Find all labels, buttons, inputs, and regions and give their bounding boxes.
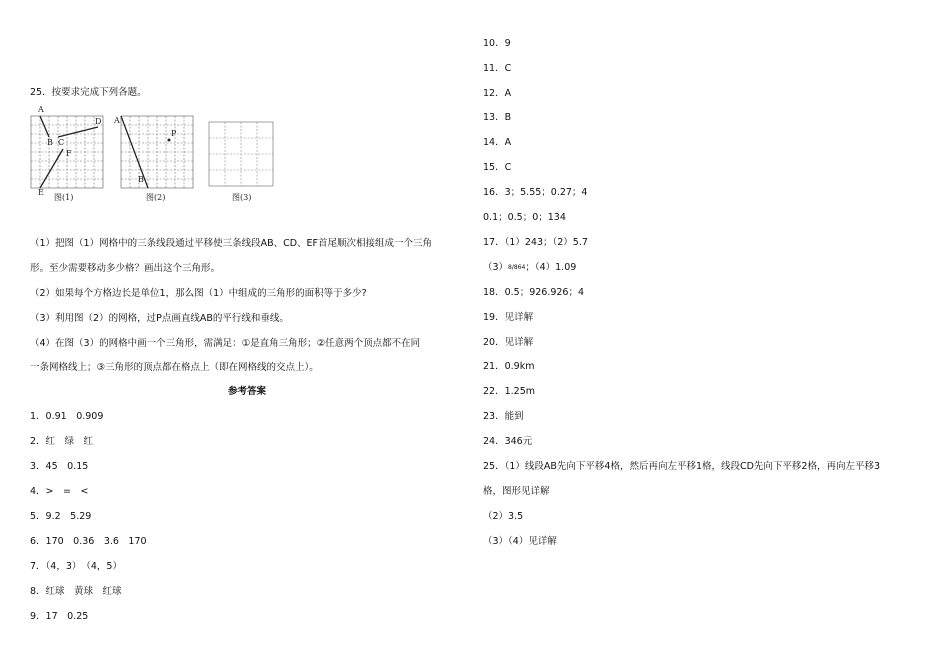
answer-24: 24．346元 — [483, 436, 533, 447]
question-part-4-line-2: 一条网格线上；③三角形的顶点都在格点上（即在网格线的交点上）。 — [30, 362, 319, 373]
caption-figure-3: 图(3) — [232, 193, 252, 202]
grid-figure-3 — [206, 116, 276, 192]
question-part-1-line-2: 形。至少需要移动多少格？画出这个三角形。 — [30, 263, 221, 274]
answer-23: 23．能到 — [483, 411, 524, 422]
question-part-4-line-1: （4）在图（3）的网格中画一个三角形，需满足：①是直角三角形；②任意两个顶点都不在同 — [30, 338, 421, 349]
answer-25-line-2: 格，图形见详解 — [483, 486, 550, 497]
answer-10: 10．9 — [483, 38, 511, 49]
answer-25-part-3-4: （3）（4）见详解 — [483, 536, 557, 547]
label-b-1: B — [47, 138, 53, 147]
answer-12: 12．A — [483, 88, 512, 99]
answer-17-fraction: 8/864 — [508, 264, 526, 271]
label-b-2: B — [138, 175, 144, 184]
answer-7: 7．（4，3） （4，5） — [30, 561, 122, 572]
label-e-1: E — [38, 188, 44, 197]
grid-lines-3 — [209, 122, 273, 186]
answer-19: 19．见详解 — [483, 312, 534, 323]
answer-20: 20．见详解 — [483, 337, 534, 348]
label-f-1: F — [66, 149, 72, 158]
answer-17-line-1: 17．（1）243；（2）5.7 — [483, 237, 588, 248]
answer-22: 22．1.25m — [483, 386, 535, 397]
question-part-3: （3）利用图（2）的网格，过P点画直线AB的平行线和垂线。 — [30, 313, 289, 324]
answer-14: 14．A — [483, 137, 512, 148]
grid-lines-2 — [121, 116, 193, 188]
answer-17-line-2-suffix: ；（4）1.09 — [525, 262, 577, 273]
label-p-2: P — [171, 129, 177, 138]
answer-15: 15．C — [483, 162, 512, 173]
answer-17-line-2-prefix: （3） — [483, 262, 509, 273]
answer-11: 11．C — [483, 63, 512, 74]
segment-ab — [40, 116, 49, 137]
caption-figure-2: 图(2) — [146, 193, 166, 202]
answer-17-line-2 — [483, 261, 576, 274]
answer-16-line-1: 16．3；5.55；0.27；4 — [483, 187, 588, 198]
question-part-2: （2）如果每个方格边长是单位1，那么图（1）中组成的三角形的面积等于多少? — [30, 288, 367, 299]
answer-16-line-2: 0.1；0.5；0；134 — [483, 212, 566, 223]
label-a-1: A — [38, 105, 44, 114]
segment-ef — [40, 149, 63, 188]
answer-8: 8．红球 黄球 红球 — [30, 586, 122, 597]
question-25-title: 25．按要求完成下列各题。 — [30, 87, 147, 98]
answer-13: 13．B — [483, 112, 512, 123]
question-part-1-line-1: （1）把图（1）网格中的三条线段通过平移使三条线段AB、CD、EF首尾顺次相接组成一个三角 — [30, 238, 433, 249]
label-d-1: D — [95, 117, 102, 126]
segment-cd — [58, 127, 98, 137]
label-a-2: A — [114, 116, 120, 125]
answer-1: 1．0.91 0.909 — [30, 411, 104, 422]
answers-heading: 参考答案 — [228, 386, 267, 397]
answer-4: 4．> = < — [30, 486, 89, 497]
caption-figure-1: 图(1) — [54, 193, 74, 202]
answer-18: 18．0.5；926.926；4 — [483, 287, 585, 298]
answer-5: 5．9.2 5.29 — [30, 511, 92, 522]
answer-21: 21．0.9km — [483, 361, 535, 372]
answer-9: 9．17 0.25 — [30, 611, 89, 622]
answer-2: 2．红 绿 红 — [30, 436, 94, 447]
point-p — [168, 139, 171, 142]
grid-figure-2 — [118, 105, 200, 201]
answer-25-part-2: （2）3.5 — [483, 511, 524, 522]
answer-25-line-1: 25．（1）线段AB先向下平移4格，然后再向左平移1格，线段CD先向下平移2格，再向左平移3 — [483, 461, 881, 472]
answer-3: 3．45 0.15 — [30, 461, 89, 472]
answer-6: 6．170 0.36 3.6 170 — [30, 536, 147, 547]
label-c-1: C — [58, 138, 65, 147]
